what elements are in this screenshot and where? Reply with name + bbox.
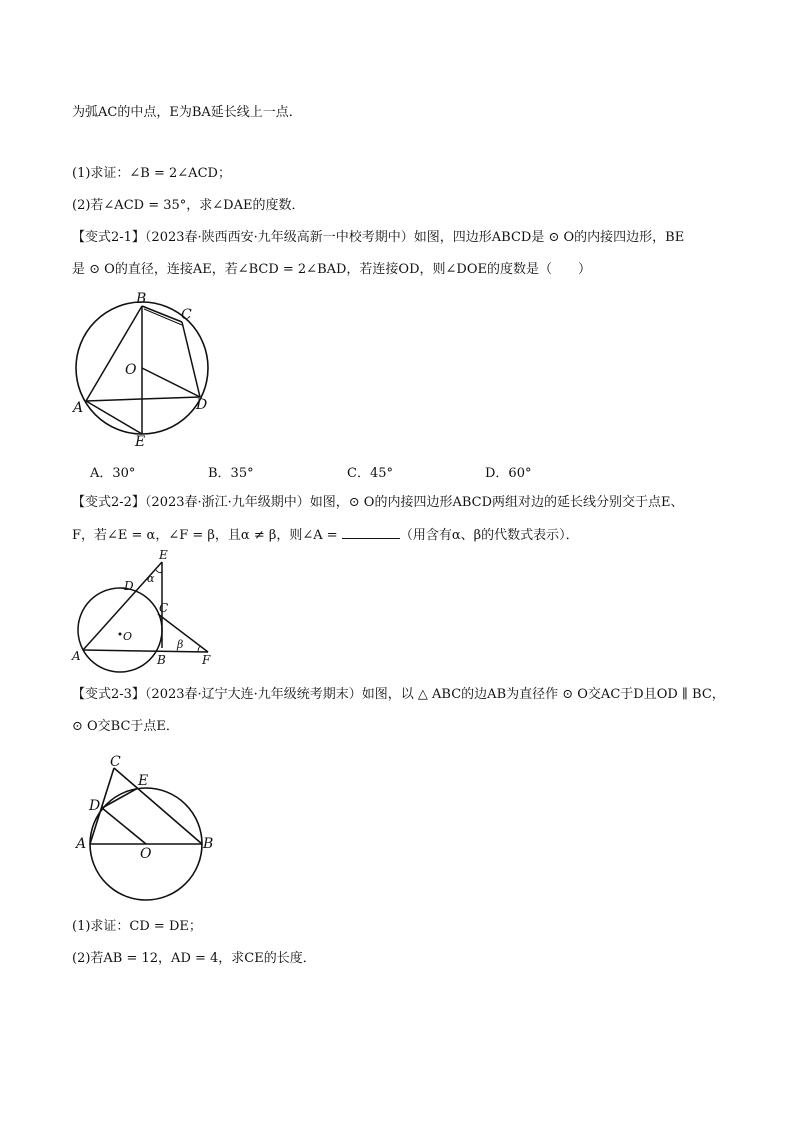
fig1-label-C: C [181, 307, 192, 323]
fig3-label-C: C [110, 754, 121, 770]
fig1-label-D: D [196, 397, 208, 413]
fig2-label-alpha: α [147, 572, 155, 585]
variant-2-2-text [72, 526, 579, 545]
figure-3-circle-triangle [72, 752, 222, 902]
fig1-label-B: B [136, 291, 147, 307]
fig2-label-D: D [124, 579, 134, 593]
fig2-label-A: A [72, 649, 81, 663]
question-2: (2)若∠ACD = 35°，求∠DAE的度数． [72, 198, 305, 213]
choice-b[interactable]: B．35° [208, 466, 254, 481]
variant-2-3-title: 【变式2-3】（2023春·辽宁大连·九年级统考期末）如图，以 △ ABC的边AB为直径作 ⊙ O交AC于D且OD ∥ BC， [72, 687, 725, 702]
fig2-label-O: O [123, 630, 133, 643]
figure-2-circle-extended-sides [68, 548, 228, 670]
fig2-label-beta: β [177, 638, 184, 651]
fig1-label-O: O [125, 362, 137, 378]
fig1-label-A: A [73, 400, 84, 416]
question-2-3-1: (1)求证：CD = DE； [72, 919, 202, 934]
fig2-label-B: B [157, 653, 166, 667]
question-1: (1)求证：∠B = 2∠ACD； [72, 166, 231, 181]
fig3-label-B: B [203, 836, 214, 852]
variant-2-1-text: 是 ⊙ O的直径，连接AE，若∠BCD = 2∠BAD，若连接OD，则∠DOE的度数是（ ） [72, 262, 591, 277]
fig1-label-E: E [135, 434, 146, 450]
answer-blank[interactable] [342, 526, 400, 539]
choice-d[interactable]: D．60° [485, 466, 532, 481]
fig3-label-A: A [76, 836, 87, 852]
fig3-label-O: O [140, 846, 152, 862]
fig2-label-F: F [202, 653, 211, 667]
choice-c[interactable]: C．45° [347, 466, 393, 481]
figure-1-circle-quadrilateral [60, 285, 230, 455]
fig2-label-E: E [159, 548, 168, 562]
variant-2-2-title: 【变式2-2】（2023春·浙江·九年级期中）如图，⊙ O的内接四边形ABCD两组对边的延长线分别交于点E、 [72, 495, 684, 510]
fig2-label-C: C [159, 601, 169, 615]
choice-a[interactable]: A．30° [90, 466, 136, 481]
variant-2-2-text-post: （用含有α、β的代数式表示）． [399, 528, 579, 543]
fig3-label-E: E [138, 773, 149, 789]
text-line-1: 为弧AC的中点，E为BA延长线上一点． [72, 105, 302, 120]
variant-2-3-text: ⊙ O交BC于点E． [72, 719, 179, 734]
fig3-label-D: D [89, 798, 101, 814]
variant-2-1-title: 【变式2-1】（2023春·陕西西安·九年级高新一中校考期中）如图，四边形ABCD是 ⊙ O的内接四边形，BE [72, 230, 685, 245]
question-2-3-2: (2)若AB = 12，AD = 4，求CE的长度． [72, 951, 316, 966]
variant-2-2-text-pre: F，若∠E = α，∠F = β，且α ≠ β，则∠A = [72, 528, 342, 543]
